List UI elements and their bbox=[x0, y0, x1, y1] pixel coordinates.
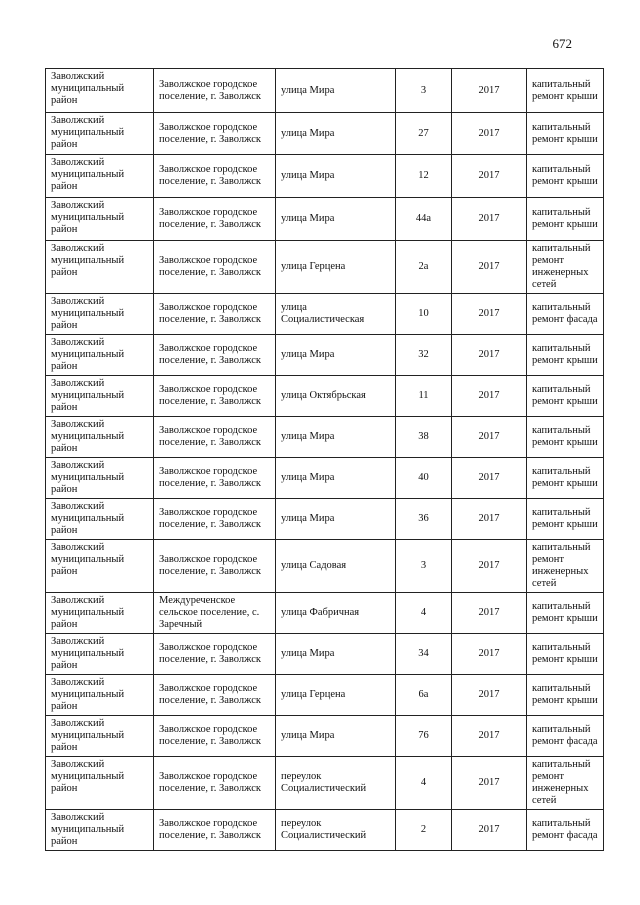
work-type-cell: капитальный ремонт крыши bbox=[527, 155, 604, 198]
settlement-cell: Заволжское городское поселение, г. Заволжск bbox=[154, 155, 276, 198]
work-type-cell: капитальный ремонт фасада bbox=[527, 716, 604, 757]
settlement-cell: Заволжское городское поселение, г. Заволжск bbox=[154, 810, 276, 851]
year-cell: 2017 bbox=[452, 376, 527, 417]
settlement-cell: Заволжское городское поселение, г. Заволжск bbox=[154, 634, 276, 675]
table-row bbox=[46, 69, 604, 113]
district-cell: Заволжский муниципальный район bbox=[46, 499, 154, 540]
work-type-cell: капитальный ремонт крыши bbox=[527, 634, 604, 675]
street-cell: переулок Социалистический bbox=[276, 757, 396, 810]
settlement-cell: Заволжское городское поселение, г. Заволжск bbox=[154, 113, 276, 155]
work-type-cell: капитальный ремонт крыши bbox=[527, 417, 604, 458]
table-row bbox=[46, 540, 604, 593]
settlement-cell: Заволжское городское поселение, г. Заволжск bbox=[154, 335, 276, 376]
district-cell: Заволжский муниципальный район bbox=[46, 155, 154, 198]
house-number-cell: 2а bbox=[396, 241, 452, 294]
table-row bbox=[46, 593, 604, 634]
settlement-cell: Заволжское городское поселение, г. Заволжск bbox=[154, 376, 276, 417]
district-cell: Заволжский муниципальный район bbox=[46, 335, 154, 376]
work-type-cell: капитальный ремонт инженерных сетей bbox=[527, 540, 604, 593]
settlement-cell: Заволжское городское поселение, г. Заволжск bbox=[154, 757, 276, 810]
house-number-cell: 27 bbox=[396, 113, 452, 155]
house-number-cell: 34 bbox=[396, 634, 452, 675]
work-type-cell: капитальный ремонт крыши bbox=[527, 593, 604, 634]
house-number-cell: 36 bbox=[396, 499, 452, 540]
district-cell: Заволжский муниципальный район bbox=[46, 593, 154, 634]
year-cell: 2017 bbox=[452, 113, 527, 155]
district-cell: Заволжский муниципальный район bbox=[46, 810, 154, 851]
district-cell: Заволжский муниципальный район bbox=[46, 757, 154, 810]
year-cell: 2017 bbox=[452, 675, 527, 716]
district-cell: Заволжский муниципальный район bbox=[46, 294, 154, 335]
settlement-cell: Заволжское городское поселение, г. Заволжск bbox=[154, 241, 276, 294]
settlement-cell: Заволжское городское поселение, г. Заволжск bbox=[154, 198, 276, 241]
district-cell: Заволжский муниципальный район bbox=[46, 417, 154, 458]
house-number-cell: 3 bbox=[396, 69, 452, 113]
work-type-cell: капитальный ремонт крыши bbox=[527, 335, 604, 376]
district-cell: Заволжский муниципальный район bbox=[46, 376, 154, 417]
district-cell: Заволжский муниципальный район bbox=[46, 241, 154, 294]
year-cell: 2017 bbox=[452, 155, 527, 198]
street-cell: переулок Социалистический bbox=[276, 810, 396, 851]
settlement-cell: Заволжское городское поселение, г. Заволжск bbox=[154, 69, 276, 113]
year-cell: 2017 bbox=[452, 757, 527, 810]
table-row bbox=[46, 417, 604, 458]
settlement-cell: Заволжское городское поселение, г. Заволжск bbox=[154, 417, 276, 458]
settlement-cell: Заволжское городское поселение, г. Заволжск bbox=[154, 499, 276, 540]
street-cell: улица Мира bbox=[276, 417, 396, 458]
street-cell: улица Мира bbox=[276, 198, 396, 241]
repair-schedule-table bbox=[45, 68, 604, 851]
year-cell: 2017 bbox=[452, 335, 527, 376]
year-cell: 2017 bbox=[452, 499, 527, 540]
street-cell: улица Герцена bbox=[276, 675, 396, 716]
house-number-cell: 4 bbox=[396, 593, 452, 634]
district-cell: Заволжский муниципальный район bbox=[46, 716, 154, 757]
house-number-cell: 2 bbox=[396, 810, 452, 851]
street-cell: улица Октябрьская bbox=[276, 376, 396, 417]
table-row bbox=[46, 675, 604, 716]
settlement-cell: Заволжское городское поселение, г. Заволжск bbox=[154, 716, 276, 757]
work-type-cell: капитальный ремонт крыши bbox=[527, 198, 604, 241]
district-cell: Заволжский муниципальный район bbox=[46, 113, 154, 155]
street-cell: улица Мира bbox=[276, 69, 396, 113]
district-cell: Заволжский муниципальный район bbox=[46, 634, 154, 675]
house-number-cell: 44а bbox=[396, 198, 452, 241]
table-row bbox=[46, 335, 604, 376]
district-cell: Заволжский муниципальный район bbox=[46, 675, 154, 716]
work-type-cell: капитальный ремонт инженерных сетей bbox=[527, 241, 604, 294]
year-cell: 2017 bbox=[452, 458, 527, 499]
year-cell: 2017 bbox=[452, 540, 527, 593]
work-type-cell: капитальный ремонт фасада bbox=[527, 294, 604, 335]
year-cell: 2017 bbox=[452, 294, 527, 335]
house-number-cell: 76 bbox=[396, 716, 452, 757]
street-cell: улица Социалистическая bbox=[276, 294, 396, 335]
page-number: 672 bbox=[552, 36, 572, 51]
district-cell: Заволжский муниципальный район bbox=[46, 458, 154, 499]
street-cell: улица Мира bbox=[276, 499, 396, 540]
house-number-cell: 38 bbox=[396, 417, 452, 458]
table-row bbox=[46, 757, 604, 810]
house-number-cell: 10 bbox=[396, 294, 452, 335]
table-row bbox=[46, 376, 604, 417]
settlement-cell: Заволжское городское поселение, г. Заволжск bbox=[154, 458, 276, 499]
district-cell: Заволжский муниципальный район bbox=[46, 69, 154, 113]
house-number-cell: 12 bbox=[396, 155, 452, 198]
table-row bbox=[46, 294, 604, 335]
year-cell: 2017 bbox=[452, 716, 527, 757]
street-cell: улица Герцена bbox=[276, 241, 396, 294]
street-cell: улица Садовая bbox=[276, 540, 396, 593]
table-row bbox=[46, 241, 604, 294]
table-row bbox=[46, 113, 604, 155]
work-type-cell: капитальный ремонт крыши bbox=[527, 499, 604, 540]
street-cell: улица Мира bbox=[276, 716, 396, 757]
table-row bbox=[46, 458, 604, 499]
street-cell: улица Мира bbox=[276, 113, 396, 155]
year-cell: 2017 bbox=[452, 69, 527, 113]
work-type-cell: капитальный ремонт крыши bbox=[527, 113, 604, 155]
work-type-cell: капитальный ремонт крыши bbox=[527, 675, 604, 716]
house-number-cell: 11 bbox=[396, 376, 452, 417]
settlement-cell: Заволжское городское поселение, г. Заволжск bbox=[154, 294, 276, 335]
street-cell: улица Фабричная bbox=[276, 593, 396, 634]
table-body bbox=[46, 69, 604, 851]
house-number-cell: 32 bbox=[396, 335, 452, 376]
table-row bbox=[46, 810, 604, 851]
street-cell: улица Мира bbox=[276, 335, 396, 376]
year-cell: 2017 bbox=[452, 417, 527, 458]
year-cell: 2017 bbox=[452, 241, 527, 294]
settlement-cell: Междуреченское сельское поселение, с. Заречный bbox=[154, 593, 276, 634]
house-number-cell: 4 bbox=[396, 757, 452, 810]
work-type-cell: капитальный ремонт инженерных сетей bbox=[527, 757, 604, 810]
house-number-cell: 6а bbox=[396, 675, 452, 716]
settlement-cell: Заволжское городское поселение, г. Заволжск bbox=[154, 540, 276, 593]
district-cell: Заволжский муниципальный район bbox=[46, 198, 154, 241]
house-number-cell: 40 bbox=[396, 458, 452, 499]
work-type-cell: капитальный ремонт крыши bbox=[527, 458, 604, 499]
table-row bbox=[46, 155, 604, 198]
settlement-cell: Заволжское городское поселение, г. Заволжск bbox=[154, 675, 276, 716]
street-cell: улица Мира bbox=[276, 155, 396, 198]
work-type-cell: капитальный ремонт крыши bbox=[527, 376, 604, 417]
street-cell: улица Мира bbox=[276, 634, 396, 675]
work-type-cell: капитальный ремонт крыши bbox=[527, 69, 604, 113]
year-cell: 2017 bbox=[452, 634, 527, 675]
table-row bbox=[46, 198, 604, 241]
table-row bbox=[46, 499, 604, 540]
year-cell: 2017 bbox=[452, 810, 527, 851]
table-row bbox=[46, 716, 604, 757]
year-cell: 2017 bbox=[452, 593, 527, 634]
year-cell: 2017 bbox=[452, 198, 527, 241]
house-number-cell: 3 bbox=[396, 540, 452, 593]
table-row bbox=[46, 634, 604, 675]
street-cell: улица Мира bbox=[276, 458, 396, 499]
work-type-cell: капитальный ремонт фасада bbox=[527, 810, 604, 851]
district-cell: Заволжский муниципальный район bbox=[46, 540, 154, 593]
